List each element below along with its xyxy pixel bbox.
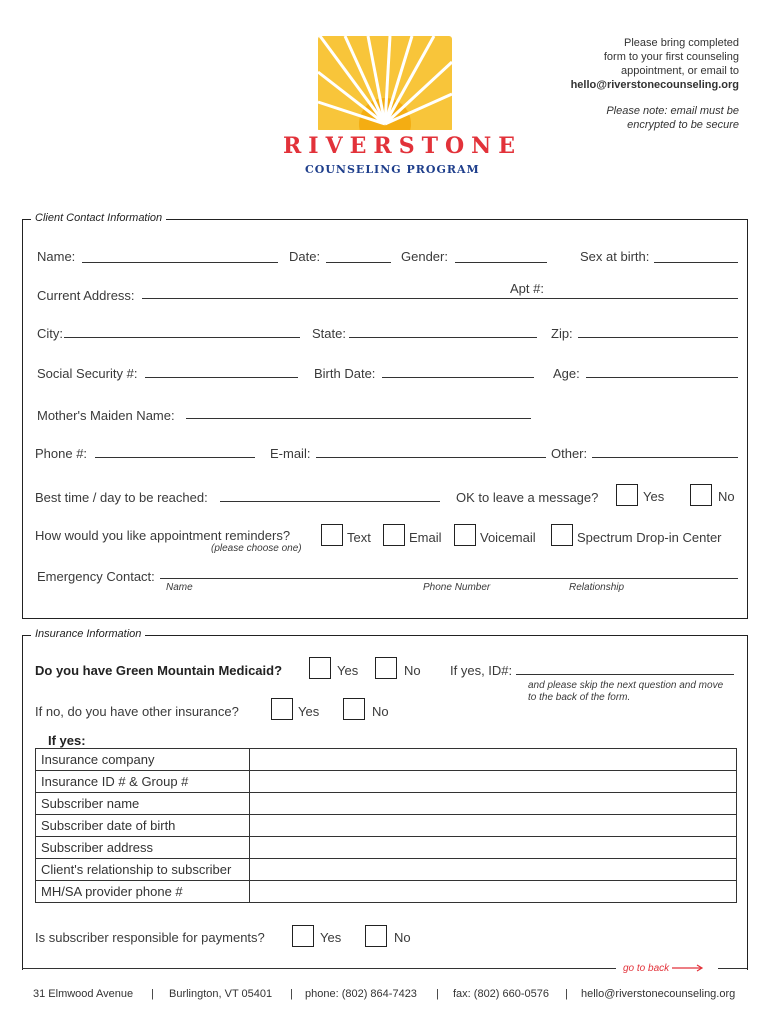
footer-phone: phone: (802) 864-7423: [305, 988, 417, 1000]
skip-note-2: to the back of the form.: [528, 692, 631, 703]
ok-message-no-label: No: [718, 489, 735, 504]
client-contact-legend: Client Contact Information: [31, 212, 166, 224]
other-field[interactable]: [592, 457, 738, 458]
emergency-contact-label: Emergency Contact:: [37, 569, 155, 584]
section-bottom-line-right: [718, 968, 747, 969]
table-row: [36, 815, 737, 837]
table-row-label: Insurance company: [36, 749, 250, 771]
medicaid-yes-checkbox[interactable]: [309, 657, 331, 679]
date-label: Date:: [289, 249, 321, 264]
ok-message-yes-checkbox[interactable]: [616, 484, 638, 506]
notice-email[interactable]: hello@riverstonecounseling.org: [570, 79, 739, 91]
medicaid-question: Do you have Green Mountain Medicaid?: [35, 663, 283, 678]
age-field[interactable]: [586, 377, 738, 378]
if-yes-heading: If yes:: [48, 733, 86, 748]
footer-sep-2: |: [290, 988, 293, 1000]
gender-field[interactable]: [455, 262, 547, 263]
maiden-name-field[interactable]: [186, 418, 531, 419]
table-row-label: Insurance ID # & Group #: [36, 771, 250, 793]
table-row: [36, 859, 737, 881]
ok-message-yes-label: Yes: [643, 489, 665, 504]
medicaid-no-checkbox[interactable]: [375, 657, 397, 679]
footer-city: Burlington, VT 05401: [169, 988, 273, 1000]
ok-message-no-checkbox[interactable]: [690, 484, 712, 506]
notice-line3: appointment, or email to: [620, 65, 739, 77]
maiden-name-label: Mother's Maiden Name:: [37, 408, 175, 423]
responsible-no-label: No: [394, 930, 411, 945]
table-row: [36, 793, 737, 815]
footer-address: 31 Elmwood Avenue: [33, 988, 134, 1000]
reminder-voicemail-label: Voicemail: [480, 530, 536, 545]
ec-relationship-hint: Relationship: [569, 582, 625, 593]
reminder-text-label: Text: [347, 530, 371, 545]
zip-label: Zip:: [551, 326, 573, 341]
phone-label: Phone #:: [35, 446, 88, 461]
table-row-input[interactable]: [250, 793, 737, 815]
sun-logo-icon: [310, 32, 460, 142]
footer-sep-4: |: [565, 988, 568, 1000]
other-insurance-no-checkbox[interactable]: [343, 698, 365, 720]
city-field[interactable]: [64, 337, 300, 338]
footer-sep-3: |: [436, 988, 439, 1000]
table-row-input[interactable]: [250, 859, 737, 881]
other-insurance-yes-checkbox[interactable]: [271, 698, 293, 720]
choose-one-hint: (please choose one): [211, 543, 302, 554]
table-row: [36, 837, 737, 859]
go-to-back-link[interactable]: [623, 963, 704, 974]
responsible-yes-checkbox[interactable]: [292, 925, 314, 947]
logo: [310, 32, 460, 142]
phone-field[interactable]: [95, 457, 255, 458]
responsible-no-checkbox[interactable]: [365, 925, 387, 947]
table-row: [36, 771, 737, 793]
footer-sep-1: |: [151, 988, 154, 1000]
city-label: City:: [37, 326, 63, 341]
email-label: E-mail:: [270, 446, 311, 461]
reminder-email-label: Email: [409, 530, 442, 545]
arrow-right-icon: [672, 964, 704, 972]
reminders-label: How would you like appointment reminders?: [35, 528, 291, 543]
reminder-spectrum-checkbox[interactable]: [551, 524, 573, 546]
notice-block: [571, 36, 739, 132]
emergency-contact-field[interactable]: [160, 578, 738, 579]
gender-label: Gender:: [401, 249, 448, 264]
state-field[interactable]: [349, 337, 537, 338]
zip-field[interactable]: [578, 337, 738, 338]
footer-email[interactable]: hello@riverstonecounseling.org: [581, 988, 736, 1000]
other-insurance-no-label: No: [372, 704, 389, 719]
notice-line1: Please bring completed: [624, 37, 739, 49]
section-bottom-line-left: [22, 968, 616, 969]
go-to-back-label: go to back: [623, 963, 670, 974]
responsible-question: Is subscriber responsible for payments?: [35, 930, 265, 945]
table-row-input[interactable]: [250, 881, 737, 903]
ssn-label: Social Security #:: [37, 366, 138, 381]
sex-at-birth-field[interactable]: [654, 262, 738, 263]
birth-date-label: Birth Date:: [314, 366, 376, 381]
insurance-legend: Insurance Information: [31, 628, 145, 640]
logo-subtitle: COUNSELING PROGRAM: [305, 163, 480, 176]
best-time-label: Best time / day to be reached:: [35, 490, 208, 505]
medicaid-id-field[interactable]: [516, 674, 734, 675]
notice-note2: encrypted to be secure: [627, 119, 739, 131]
ok-message-label: OK to leave a message?: [456, 490, 599, 505]
notice-note1: Please note: email must be: [606, 105, 739, 117]
table-row: [36, 881, 737, 903]
notice-line2: form to your first counseling: [603, 51, 739, 63]
table-row-input[interactable]: [250, 771, 737, 793]
table-row-label: Subscriber address: [36, 837, 250, 859]
sex-at-birth-label: Sex at birth:: [580, 249, 650, 264]
email-field[interactable]: [316, 457, 546, 458]
responsible-yes-label: Yes: [320, 930, 342, 945]
name-label: Name:: [37, 249, 76, 264]
apt-label: Apt #:: [510, 281, 544, 296]
reminder-email-checkbox[interactable]: [383, 524, 405, 546]
ssn-field[interactable]: [145, 377, 298, 378]
best-time-field[interactable]: [220, 501, 440, 502]
name-field[interactable]: [82, 262, 278, 263]
table-row-label: Subscriber date of birth: [36, 815, 250, 837]
ec-phone-hint: Phone Number: [423, 582, 491, 593]
other-label: Other:: [551, 446, 588, 461]
logo-name: RIVERSTONE: [283, 133, 522, 159]
age-label: Age:: [553, 366, 580, 381]
birth-date-field[interactable]: [382, 377, 534, 378]
table-row-input[interactable]: [250, 815, 737, 837]
state-label: State:: [312, 326, 346, 341]
table-row-label: Client's relationship to subscriber: [36, 859, 250, 881]
medicaid-yes-label: Yes: [337, 663, 359, 678]
table-row: [36, 749, 737, 771]
skip-note-1: and please skip the next question and move: [528, 680, 724, 691]
medicaid-no-label: No: [404, 663, 421, 678]
table-row-label: Subscriber name: [36, 793, 250, 815]
table-row-label: MH/SA provider phone #: [36, 881, 250, 903]
reminder-voicemail-checkbox[interactable]: [454, 524, 476, 546]
footer-fax: fax: (802) 660-0576: [453, 988, 550, 1000]
reminder-spectrum-label: Spectrum Drop-in Center: [577, 530, 722, 545]
current-address-field[interactable]: [142, 298, 738, 299]
other-insurance-question: If no, do you have other insurance?: [35, 704, 239, 719]
insurance-table: [35, 748, 737, 903]
if-yes-id-label: If yes, ID#:: [450, 663, 513, 678]
table-row-input[interactable]: [250, 749, 737, 771]
reminder-text-checkbox[interactable]: [321, 524, 343, 546]
table-row-input[interactable]: [250, 837, 737, 859]
other-insurance-yes-label: Yes: [298, 704, 320, 719]
current-address-label: Current Address:: [37, 288, 135, 303]
ec-name-hint: Name: [166, 582, 193, 593]
date-field[interactable]: [326, 262, 391, 263]
